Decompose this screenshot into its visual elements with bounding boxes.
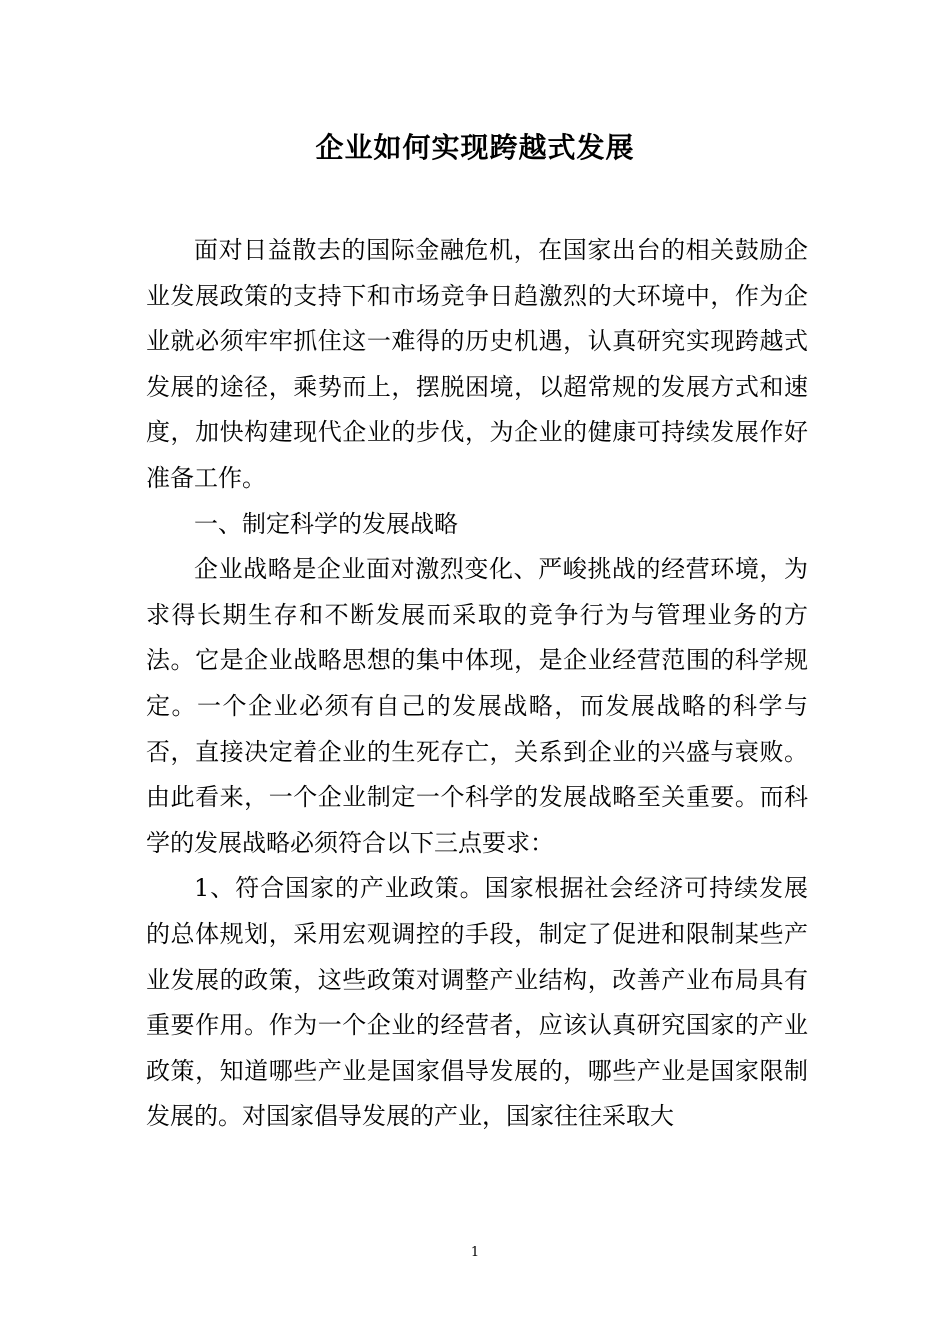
document-title: 企业如何实现跨越式发展 — [315, 131, 635, 164]
paragraph-strategy: 企业战略是企业面对激烈变化、严峻挑战的经营环境，为求得长期生存和不断发展而采取的竞争行为与管理业务的方法。它是企业战略思想的集中体现，是企业经营范围的科学规定。一个企业必须有自己的发展战略，而发展战略的科学与否，直接决定着企业的生死存亡，关系到企业的兴盛与衰败。由此看来，一个企业制定一个科学的发展战略至关重要。而科学的发展战略必须符合以下三点要求： — [146, 555, 808, 857]
paragraph-point-1: 1、符合国家的产业政策。国家根据社会经济可持续发展的总体规划，采用宏观调控的手段，制定了促进和限制某些产业发展的政策，这些政策对调整产业结构，改善产业布局具有重要作用。作为一个企业的经营者，应该认真研究国家的产业政策，知道哪些产业是国家倡导发展的，哪些产业是国家限制发展的。对国家倡导发展的产业，国家往往采取大 — [146, 874, 808, 1131]
page-number: 1 — [470, 1245, 480, 1260]
paragraph-intro: 面对日益散去的国际金融危机，在国家出台的相关鼓励企业发展政策的支持下和市场竞争日趋激烈的大环境中，作为企业就必须牢牢抓住这一难得的历史机遇，认真研究实现跨越式发展的途径，乘势而上，摆脱困境，以超常规的发展方式和速度，加快构建现代企业的步伐，为企业的健康可持续发展作好准备工作。 — [146, 236, 808, 492]
document-body — [146, 228, 808, 1140]
section-heading-1: 一、制定科学的发展战略 — [194, 509, 458, 538]
